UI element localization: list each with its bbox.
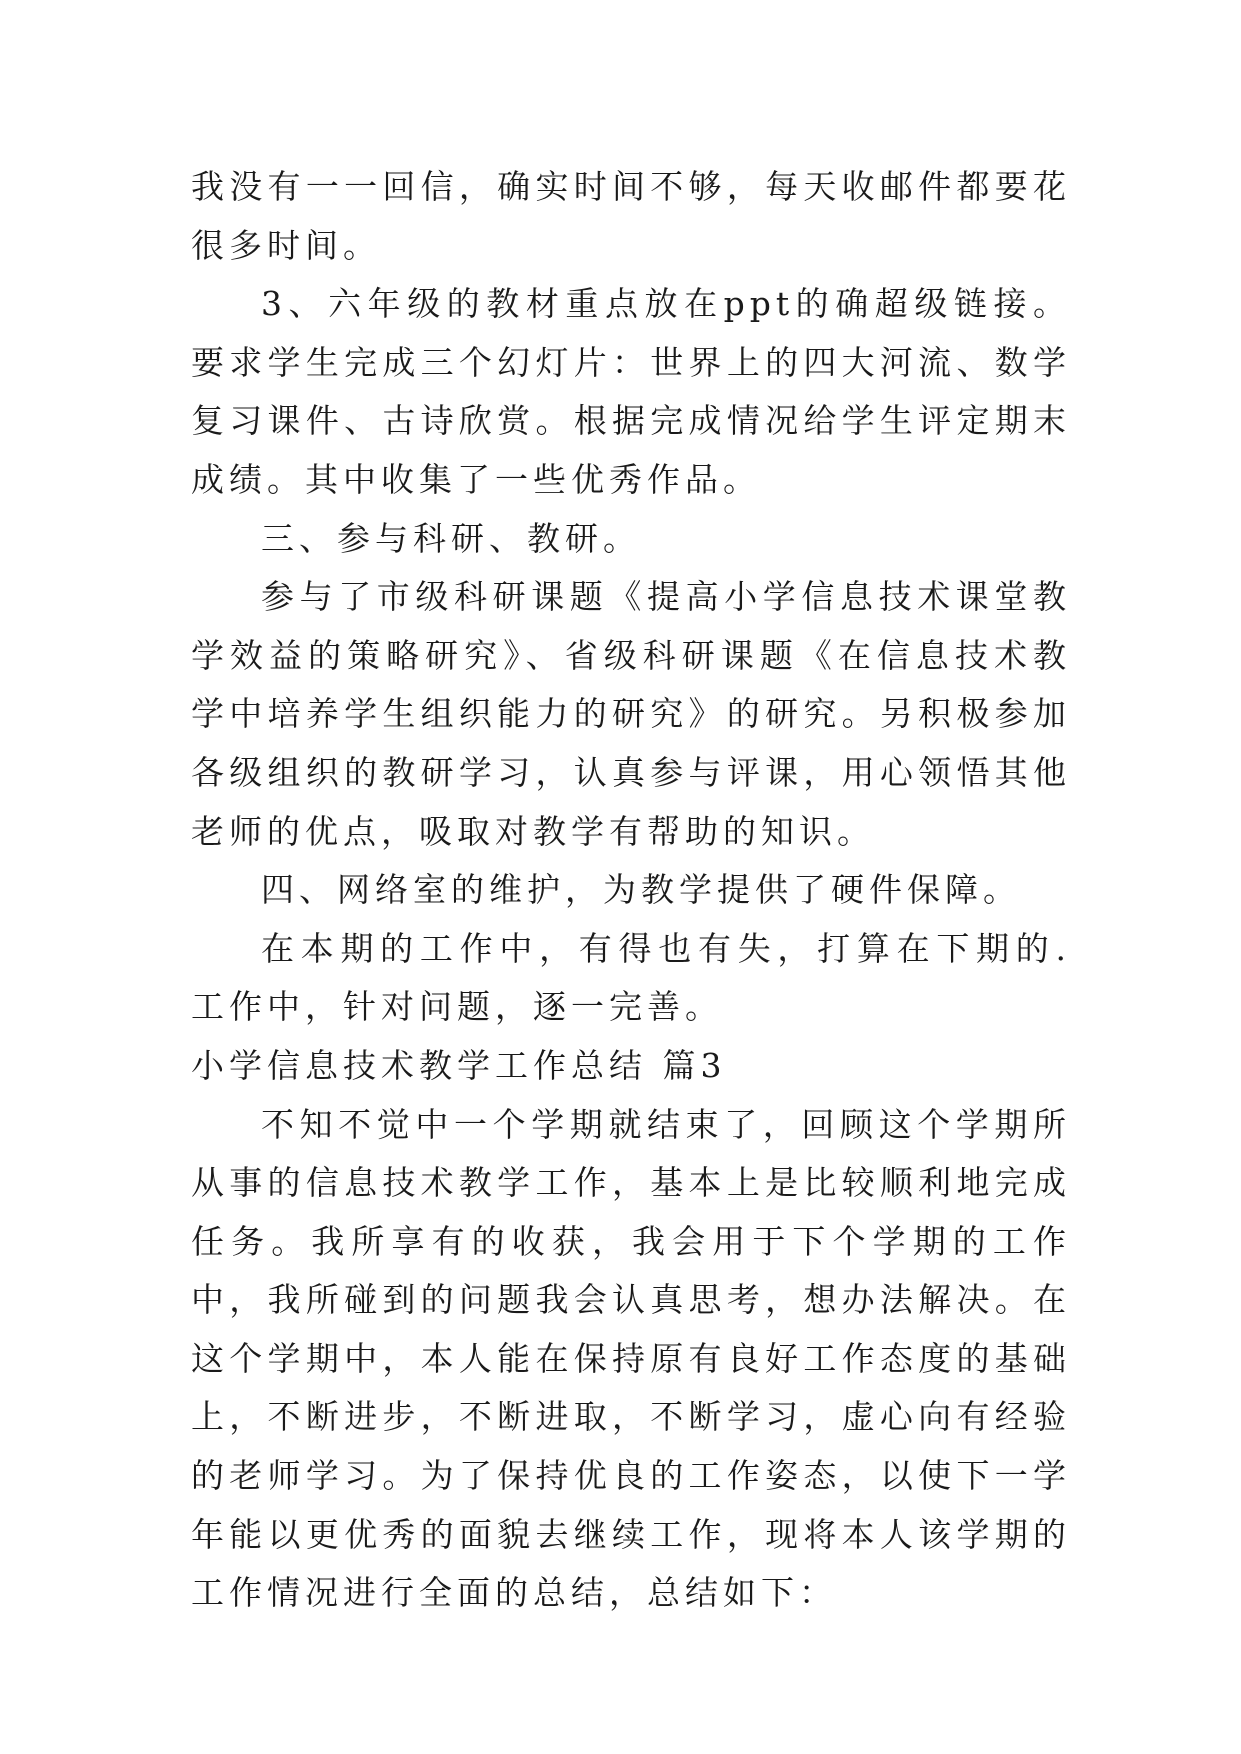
paragraph-heading-research: 三、参与科研、教研。 <box>261 518 641 558</box>
paragraph-continued: 我没有一一回信，确实时间不够，每天收邮件都要花很多时间。 <box>191 167 1071 265</box>
section-title: 小学信息技术教学工作总结 篇3 <box>191 1045 727 1085</box>
paragraph-research: 参与了市级科研课题《提高小学信息技术课堂教学效益的策略研究》、省级科研课题《在信息技术教学中培养学生组织能力的研究》的研究。另积极参加各级组织的教研学习，认真参与评课，用心领悟其他老师的优点，吸取对教学有帮助的知识。 <box>191 577 1071 851</box>
paragraph-closing: 在本期的工作中，有得也有失，打算在下期的.工作中，针对问题，逐一完善。 <box>191 928 1071 1027</box>
paragraph-grade-six: 3、六年级的教材重点放在ppt的确超级链接。要求学生完成三个幻灯片：世界上的四大河流、数学复习课件、古诗欣赏。根据完成情况给学生评定期末成绩。其中收集了一些优秀作品。 <box>191 284 1071 499</box>
paragraph-heading-maintenance: 四、网络室的维护，为教学提供了硬件保障。 <box>261 870 1021 910</box>
document-body <box>191 158 1071 1623</box>
paragraph-summary-intro: 不知不觉中一个学期就结束了，回顾这个学期所从事的信息技术教学工作，基本上是比较顺利地完成任务。我所享有的收获，我会用于下个学期的工作中，我所碰到的问题我会认真思考，想办法解决。在这个学期中，本人能在保持原有良好工作态度的基础上，不断进步，不断进取，不断学习，虚心向有经验的老师学习。为了保持优良的工作姿态，以使下一学年能以更优秀的面貌去继续工作，现将本人该学期的工作情况进行全面的总结，总结如下： <box>191 1104 1071 1613</box>
